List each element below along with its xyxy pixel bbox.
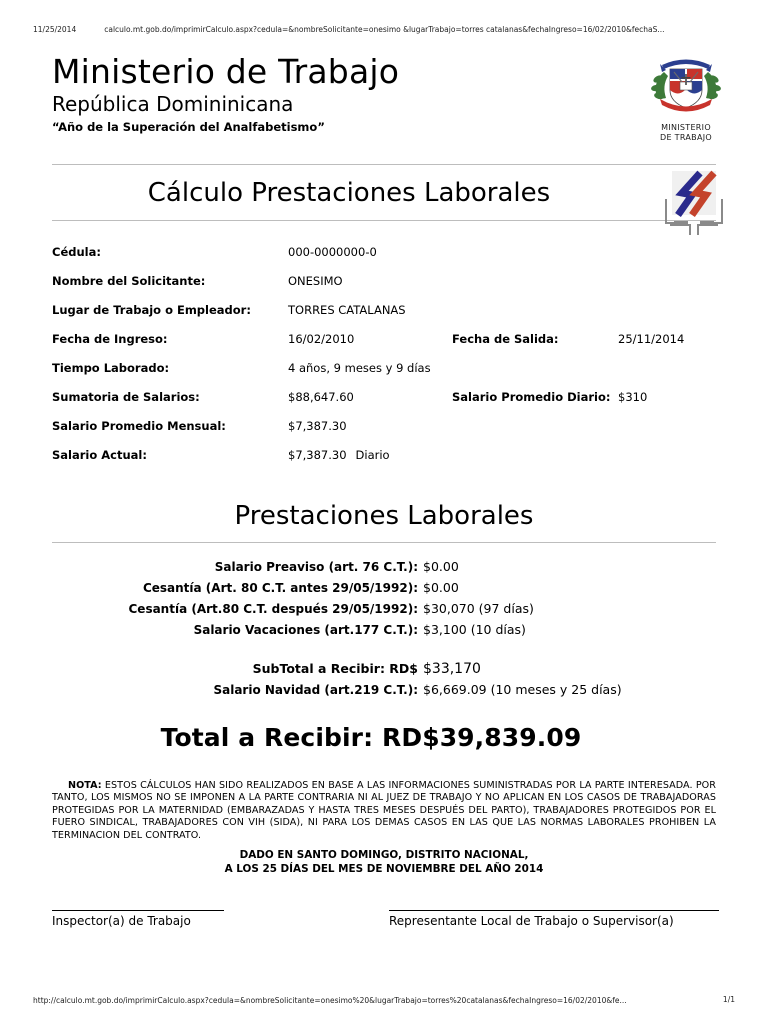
field-value-fecha-ingreso: 16/02/2010 [288,332,355,346]
organization-title: Ministerio de Trabajo [52,52,400,91]
document-title: Cálculo Prestaciones Laborales [147,178,551,208]
benefit-value-subtotal: $33,170 [423,661,481,677]
field-value-salario-promedio-mensual: $7,387.30 [288,419,347,433]
benefit-row-cesantia-antes [52,580,716,596]
benefit-value-cesantia-antes: $0.00 [423,580,459,595]
ministry-emblem-icon [656,169,734,237]
year-slogan: “Año de la Superación del Analfabetismo” [52,120,325,134]
dado-line2: A LOS 25 DÍAS DEL MES DE NOVIEMBRE DEL AÑO 2014 [224,862,544,875]
print-header [0,22,768,36]
nota-paragraph [52,780,716,842]
benefit-label-preaviso: Salario Preaviso (art. 76 C.T.): [214,560,418,574]
print-header-url: calculo.mt.gob.do/imprimirCalculo.aspx?cedula=&nombreSolicitante=onesimo &lugarTrabajo=torres catalanas&fechaIngreso=16/02/2010&fechaS... [104,24,665,34]
benefits-title: Prestaciones Laborales [234,501,534,531]
field-value-salario-actual: $7,387.30 [288,448,347,462]
benefit-row-cesantia-despues [52,601,716,617]
field-row-tiempo-laborado [52,361,716,390]
nota-prefix: NOTA: [68,780,102,791]
field-row-nombre-solicitante [52,274,716,303]
benefit-value-vacaciones: $3,100 (10 días) [423,622,526,637]
nota-body: ESTOS CÁLCULOS HAN SIDO REALIZADOS EN BASE A LAS INFORMACIONES SUMINISTRADAS POR LA PARTE INTERESADA. POR TANTO, LOS MISMOS NO SE IMPONEN A LA PARTE CONTRARIA NI AL JUEZ DE TRABAJO Y NO APLICAN EN LOS CASOS DE TRABAJADORAS PROTEGIDAS POR LA MATERNIDAD (EMBARAZADAS Y HASTA TRES MESES DESPUÉS DEL PARTO), TRABAJADORES PROTEGIDOS POR EL FUERO SINDICAL, TRABAJADORES CON VIH (SIDA), NI PARA LOS DEMAS CASOS EN LAS QUE LAS NORMAS LABORALES PROHIBEN LA TERMINACION DEL CONTRATO. [52,780,716,841]
field-label-salario-promedio-mensual: Salario Promedio Mensual: [52,419,226,433]
signature-inspector: Inspector(a) de Trabajo [52,910,224,929]
benefit-row-subtotal [52,661,716,677]
benefit-label-navidad: Salario Navidad (art.219 C.T.): [213,683,418,697]
field-value-tiempo-laborado: 4 años, 9 meses y 9 días [288,361,431,375]
field-label-salario-actual: Salario Actual: [52,448,147,462]
seal-caption-line2: DE TRABAJO [660,132,712,142]
dominican-coat-of-arms-icon [648,103,724,122]
dado-block [52,849,716,876]
document-page [52,48,716,940]
benefit-row-navidad [52,682,716,698]
benefit-value-cesantia-despues: $30,070 (97 días) [423,601,534,616]
benefits-title-band [52,499,716,543]
benefit-value-preaviso: $0.00 [423,559,459,574]
field-value-lugar-trabajo: TORRES CATALANAS [288,303,406,317]
signature-representante: Representante Local de Trabajo o Supervisor(a) [389,910,719,929]
seal-caption [644,123,728,142]
field-value-nombre-solicitante: ONESIMO [288,274,343,288]
field-row-cedula [52,245,716,274]
field-label-tiempo-laborado: Tiempo Laborado: [52,361,170,375]
field-row-salario-actual [52,448,716,477]
benefits-spacer [52,643,716,661]
dado-line1: DADO EN SANTO DOMINGO, DISTRITO NACIONAL, [239,849,529,862]
field-label-sumatoria-salarios: Sumatoria de Salarios: [52,390,200,404]
seal-caption-line1: MINISTERIO [661,123,711,132]
benefit-row-preaviso [52,559,716,575]
field-row-fecha-ingreso [52,332,716,361]
benefits-list [52,559,716,698]
field-row-lugar-trabajo [52,303,716,332]
applicant-fields [52,245,716,477]
benefit-label-cesantia-antes: Cesantía (Art. 80 C.T. antes 29/05/1992): [142,581,418,595]
field-suffix-salario-actual: Diario [355,448,390,462]
benefit-label-subtotal: SubTotal a Recibir: RD$ [252,661,418,676]
country-subtitle: República Domininicana [52,92,294,116]
print-page-number: 1/1 [722,995,735,1004]
print-footer [0,993,768,1007]
print-date: 11/25/2014 [33,24,77,34]
masthead [52,48,716,156]
print-footer-url: http://calculo.mt.gob.do/imprimirCalculo.aspx?cedula=&nombreSolicitante=onesimo%20&lugarTrabajo=torres%20catalanas&fechaIngreso=16/02/2010&fe... [33,995,627,1005]
benefit-label-vacaciones: Salario Vacaciones (art.177 C.T.): [193,623,418,637]
field-label-nombre-solicitante: Nombre del Solicitante: [52,274,206,288]
field-value-cedula: 000-0000000-0 [288,245,377,259]
document-title-band [52,164,716,221]
field-value-salario-promedio-diario: $310 [618,390,648,404]
field-label-fecha-ingreso: Fecha de Ingreso: [52,332,168,346]
field-row-salario-promedio-mensual [52,419,716,448]
benefit-label-cesantia-despues: Cesantía (Art.80 C.T. después 29/05/1992): [128,602,418,616]
field-value-sumatoria-salarios: $88,647.60 [288,390,354,404]
signature-block [52,910,716,940]
field-value-fecha-salida: 25/11/2014 [618,332,685,346]
benefit-row-vacaciones [52,622,716,638]
field-row-sumatoria-salarios [52,390,716,419]
field-label-cedula: Cédula: [52,245,101,259]
field-label-fecha-salida: Fecha de Salida: [452,332,559,346]
coat-of-arms-block [644,52,728,142]
benefit-value-navidad: $6,669.09 (10 meses y 25 días) [423,682,622,697]
total-amount: Total a Recibir: RD$39,839.09 [160,723,582,752]
field-label-lugar-trabajo: Lugar de Trabajo o Empleador: [52,303,251,317]
field-label-salario-promedio-diario: Salario Promedio Diario: [452,390,611,404]
